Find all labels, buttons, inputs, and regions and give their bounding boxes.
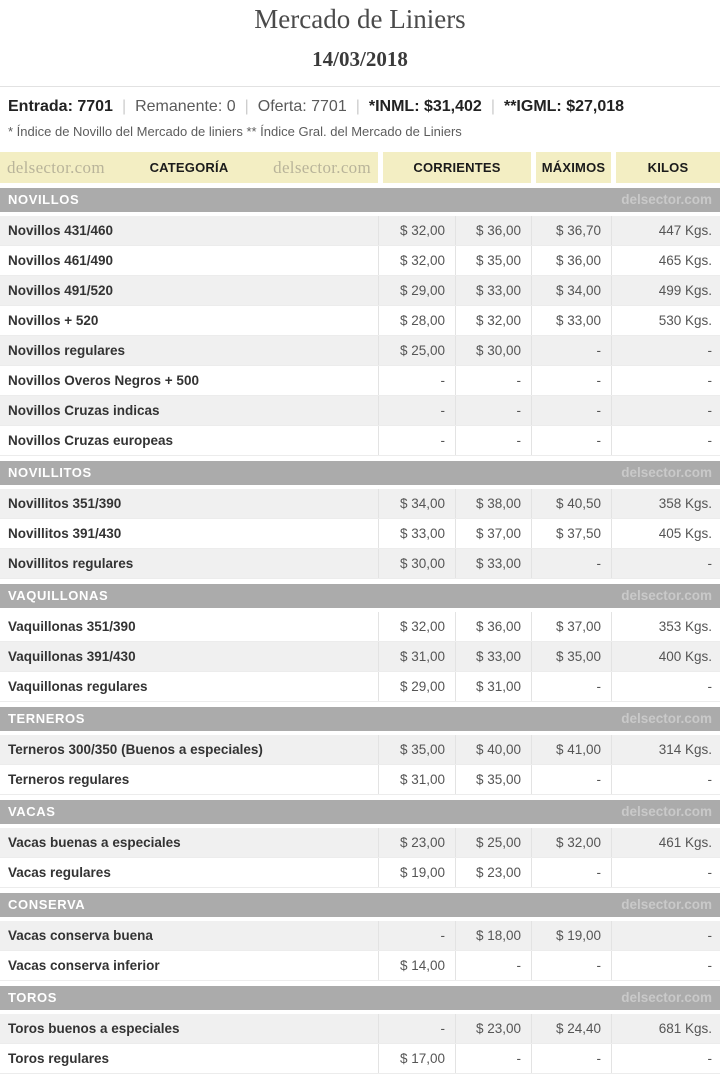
stat-remanente: Remanente: 0 bbox=[135, 98, 236, 115]
table-body bbox=[0, 188, 720, 1074]
section-header bbox=[0, 188, 720, 212]
page-title: Mercado de Liniers bbox=[254, 4, 466, 34]
watermark-section: delsector.com bbox=[621, 897, 712, 912]
row-category: Vaquillonas 391/430 bbox=[8, 649, 136, 664]
row-maximos: - bbox=[531, 426, 611, 455]
watermark-section: delsector.com bbox=[621, 588, 712, 603]
stat-inml: *INML: $31,402 bbox=[368, 98, 482, 115]
separator bbox=[122, 98, 126, 115]
table-row bbox=[0, 828, 720, 858]
table-row bbox=[0, 1044, 720, 1074]
table-row bbox=[0, 366, 720, 396]
row-corrientes-max: $ 31,00 bbox=[455, 672, 531, 701]
table-row bbox=[0, 951, 720, 981]
stat-entrada: Entrada: 7701 bbox=[8, 98, 113, 115]
watermark-section: delsector.com bbox=[621, 804, 712, 819]
row-corrientes-min: $ 34,00 bbox=[378, 489, 455, 518]
row-maximos: $ 41,00 bbox=[531, 735, 611, 764]
row-category: Novillos + 520 bbox=[8, 313, 99, 328]
watermark-left: delsector.com bbox=[7, 158, 105, 177]
row-corrientes-min: $ 32,00 bbox=[378, 612, 455, 641]
watermark-section: delsector.com bbox=[621, 192, 712, 207]
row-corrientes-min: $ 31,00 bbox=[378, 642, 455, 671]
row-corrientes-min: $ 30,00 bbox=[378, 549, 455, 578]
stat-oferta: Oferta: 7701 bbox=[257, 98, 347, 115]
row-maximos: $ 32,00 bbox=[531, 828, 611, 857]
index-footnote: * Índice de Novillo del Mercado de liniers ** Índice Gral. del Mercado de Liniers bbox=[8, 124, 462, 139]
column-header-kilos: KILOS bbox=[611, 152, 720, 183]
row-category: Novillos Cruzas indicas bbox=[8, 403, 160, 418]
row-corrientes-max: $ 23,00 bbox=[455, 1014, 531, 1043]
row-category: Novillos Cruzas europeas bbox=[8, 433, 174, 448]
table-row bbox=[0, 858, 720, 888]
row-corrientes-max: $ 40,00 bbox=[455, 735, 531, 764]
row-category: Novillitos 351/390 bbox=[8, 496, 122, 511]
section-title: CONSERVA bbox=[8, 897, 86, 912]
row-maximos: - bbox=[531, 336, 611, 365]
row-kilos: - bbox=[611, 549, 720, 578]
row-corrientes-max: $ 38,00 bbox=[455, 489, 531, 518]
table-row bbox=[0, 336, 720, 366]
watermark-center: delsector.com bbox=[273, 158, 371, 177]
row-category: Vacas conserva buena bbox=[8, 928, 153, 943]
report-date: 14/03/2018 bbox=[312, 47, 408, 71]
row-category: Vacas buenas a especiales bbox=[8, 835, 181, 850]
table-row bbox=[0, 765, 720, 795]
row-corrientes-min: $ 35,00 bbox=[378, 735, 455, 764]
row-corrientes-max: - bbox=[455, 1044, 531, 1073]
section-header bbox=[0, 461, 720, 485]
row-maximos: - bbox=[531, 396, 611, 425]
row-corrientes-max: $ 37,00 bbox=[455, 519, 531, 548]
row-corrientes-min: - bbox=[378, 366, 455, 395]
row-kilos: 465 Kgs. bbox=[611, 246, 720, 275]
row-kilos: - bbox=[611, 765, 720, 794]
table-row bbox=[0, 612, 720, 642]
row-kilos: 461 Kgs. bbox=[611, 828, 720, 857]
row-maximos: $ 37,50 bbox=[531, 519, 611, 548]
row-corrientes-min: - bbox=[378, 1014, 455, 1043]
row-maximos: - bbox=[531, 549, 611, 578]
row-kilos: 353 Kgs. bbox=[611, 612, 720, 641]
row-kilos: - bbox=[611, 672, 720, 701]
row-maximos: - bbox=[531, 858, 611, 887]
row-corrientes-min: $ 19,00 bbox=[378, 858, 455, 887]
row-corrientes-min: $ 29,00 bbox=[378, 276, 455, 305]
section-title: VAQUILLONAS bbox=[8, 588, 109, 603]
row-kilos: - bbox=[611, 858, 720, 887]
row-corrientes-max: $ 35,00 bbox=[455, 765, 531, 794]
section-header bbox=[0, 893, 720, 917]
row-category: Vacas conserva inferior bbox=[8, 958, 160, 973]
row-category: Novillos 461/490 bbox=[8, 253, 114, 268]
row-corrientes-max: - bbox=[455, 951, 531, 980]
row-kilos: - bbox=[611, 951, 720, 980]
row-category: Toros buenos a especiales bbox=[8, 1021, 180, 1036]
section-header bbox=[0, 707, 720, 731]
row-kilos: 400 Kgs. bbox=[611, 642, 720, 671]
row-corrientes-max: $ 18,00 bbox=[455, 921, 531, 950]
row-maximos: $ 37,00 bbox=[531, 612, 611, 641]
table-row bbox=[0, 306, 720, 336]
table-row bbox=[0, 246, 720, 276]
row-corrientes-min: $ 28,00 bbox=[378, 306, 455, 335]
table-row bbox=[0, 276, 720, 306]
separator bbox=[356, 98, 360, 115]
table-row bbox=[0, 921, 720, 951]
row-category: Novillos 491/520 bbox=[8, 283, 114, 298]
watermark-section: delsector.com bbox=[621, 465, 712, 480]
row-kilos: - bbox=[611, 426, 720, 455]
row-corrientes-max: - bbox=[455, 366, 531, 395]
table-row bbox=[0, 216, 720, 246]
row-kilos: - bbox=[611, 396, 720, 425]
row-maximos: $ 34,00 bbox=[531, 276, 611, 305]
row-corrientes-max: $ 36,00 bbox=[455, 216, 531, 245]
row-category: Toros regulares bbox=[8, 1051, 110, 1066]
row-corrientes-min: $ 32,00 bbox=[378, 246, 455, 275]
row-kilos: 447 Kgs. bbox=[611, 216, 720, 245]
row-corrientes-min: $ 29,00 bbox=[378, 672, 455, 701]
stat-igml: **IGML: $27,018 bbox=[503, 98, 625, 115]
row-maximos: $ 36,00 bbox=[531, 246, 611, 275]
row-category: Novillos Overos Negros + 500 bbox=[8, 373, 199, 388]
watermark-section: delsector.com bbox=[621, 990, 712, 1005]
separator bbox=[491, 98, 495, 115]
table-header bbox=[0, 152, 720, 183]
row-category: Novillitos 391/430 bbox=[8, 526, 122, 541]
row-kilos: 314 Kgs. bbox=[611, 735, 720, 764]
row-corrientes-max: $ 33,00 bbox=[455, 642, 531, 671]
row-maximos: $ 24,40 bbox=[531, 1014, 611, 1043]
row-corrientes-max: $ 33,00 bbox=[455, 549, 531, 578]
section-title: NOVILLITOS bbox=[8, 465, 92, 480]
row-corrientes-max: $ 33,00 bbox=[455, 276, 531, 305]
row-category: Vaquillonas regulares bbox=[8, 679, 148, 694]
table-row bbox=[0, 735, 720, 765]
row-kilos: 358 Kgs. bbox=[611, 489, 720, 518]
stats-bar bbox=[0, 87, 720, 121]
row-corrientes-max: $ 32,00 bbox=[455, 306, 531, 335]
row-kilos: 499 Kgs. bbox=[611, 276, 720, 305]
row-corrientes-max: $ 35,00 bbox=[455, 246, 531, 275]
row-corrientes-min: $ 17,00 bbox=[378, 1044, 455, 1073]
row-corrientes-max: $ 30,00 bbox=[455, 336, 531, 365]
row-category: Vaquillonas 351/390 bbox=[8, 619, 136, 634]
row-kilos: - bbox=[611, 921, 720, 950]
column-header-maximos: MÁXIMOS bbox=[531, 152, 611, 183]
row-kilos: 405 Kgs. bbox=[611, 519, 720, 548]
table-row bbox=[0, 396, 720, 426]
row-corrientes-min: - bbox=[378, 921, 455, 950]
column-header-categoria bbox=[0, 152, 378, 183]
row-corrientes-max: - bbox=[455, 426, 531, 455]
separator bbox=[245, 98, 249, 115]
row-maximos: - bbox=[531, 951, 611, 980]
row-kilos: - bbox=[611, 1044, 720, 1073]
table-row bbox=[0, 642, 720, 672]
section-header bbox=[0, 800, 720, 824]
row-category: Novillos regulares bbox=[8, 343, 126, 358]
row-kilos: 530 Kgs. bbox=[611, 306, 720, 335]
row-category: Terneros 300/350 (Buenos a especiales) bbox=[8, 742, 263, 757]
row-maximos: - bbox=[531, 366, 611, 395]
table-row bbox=[0, 426, 720, 456]
section-title: NOVILLOS bbox=[8, 192, 80, 207]
row-category: Terneros regulares bbox=[8, 772, 130, 787]
row-category: Vacas regulares bbox=[8, 865, 111, 880]
section-header bbox=[0, 584, 720, 608]
row-kilos: - bbox=[611, 336, 720, 365]
table-row bbox=[0, 489, 720, 519]
section-header bbox=[0, 986, 720, 1010]
table-row bbox=[0, 1014, 720, 1044]
row-corrientes-min: $ 32,00 bbox=[378, 216, 455, 245]
row-kilos: - bbox=[611, 366, 720, 395]
column-label-categoria: CATEGORÍA bbox=[149, 160, 229, 175]
row-maximos: - bbox=[531, 765, 611, 794]
row-corrientes-max: $ 25,00 bbox=[455, 828, 531, 857]
section-title: TOROS bbox=[8, 990, 57, 1005]
row-corrientes-max: $ 23,00 bbox=[455, 858, 531, 887]
row-maximos: $ 36,70 bbox=[531, 216, 611, 245]
row-kilos: 681 Kgs. bbox=[611, 1014, 720, 1043]
table-row bbox=[0, 549, 720, 579]
row-maximos: $ 35,00 bbox=[531, 642, 611, 671]
row-corrientes-min: $ 14,00 bbox=[378, 951, 455, 980]
table-row bbox=[0, 672, 720, 702]
row-corrientes-min: - bbox=[378, 396, 455, 425]
row-maximos: - bbox=[531, 672, 611, 701]
row-corrientes-max: $ 36,00 bbox=[455, 612, 531, 641]
row-category: Novillos 431/460 bbox=[8, 223, 114, 238]
row-corrientes-min: - bbox=[378, 426, 455, 455]
section-title: TERNEROS bbox=[8, 711, 86, 726]
row-corrientes-min: $ 31,00 bbox=[378, 765, 455, 794]
table-row bbox=[0, 519, 720, 549]
row-corrientes-max: - bbox=[455, 396, 531, 425]
row-maximos: $ 19,00 bbox=[531, 921, 611, 950]
row-maximos: $ 40,50 bbox=[531, 489, 611, 518]
column-header-corrientes: CORRIENTES bbox=[378, 152, 531, 183]
row-maximos: - bbox=[531, 1044, 611, 1073]
section-title: VACAS bbox=[8, 804, 56, 819]
row-corrientes-min: $ 25,00 bbox=[378, 336, 455, 365]
row-corrientes-min: $ 33,00 bbox=[378, 519, 455, 548]
row-corrientes-min: $ 23,00 bbox=[378, 828, 455, 857]
row-category: Novillitos regulares bbox=[8, 556, 134, 571]
watermark-section: delsector.com bbox=[621, 711, 712, 726]
row-maximos: $ 33,00 bbox=[531, 306, 611, 335]
